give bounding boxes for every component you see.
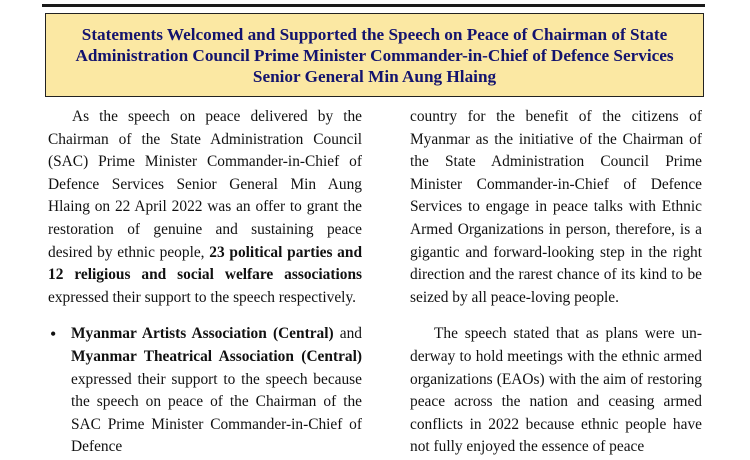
left-column bbox=[48, 106, 362, 459]
intro-bold-text: 23 political parties and 12 religious and social welfare associations bbox=[48, 243, 362, 284]
org-name-1: Myanmar Artists Association (Central) bbox=[71, 325, 334, 343]
right-column bbox=[410, 106, 702, 459]
list-item bbox=[48, 323, 362, 459]
continuation-paragraph: country for the benefit of the citizens of Myanmar as the initiative of the Chairman of the State Administration Council Prime Minister Commander-in-Chief of Defence Services to engage in peace talks with Ethnic Armed Organizations in person, therefore, is a gigantic and forward-looking step in the right direction and the rarest chance of its kind to be seized by all peace-loving people. bbox=[410, 108, 702, 306]
intro-paragraph bbox=[48, 106, 362, 309]
headline-box bbox=[45, 13, 704, 97]
intro-text: As the speech on peace delivered by the Chairman of the State Administration Council (SAC) Prime Minister Commander-in-Chief of Defence Services Senior General Min Aung Hlaing on 22 April 2022 was an offer to grant the restoration of genuine and sustaining peace desired by ethnic people, bbox=[48, 108, 362, 261]
bullet-icon: • bbox=[50, 324, 57, 345]
speech-paragraph: The speech stated that as plans were underway to hold meetings with the ethnic armed organizations (EAOs) with the aim of restoring peace across the nation and ceasing armed conflicts in 2022 because ethnic people have not fully enjoyed the essence of peace bbox=[410, 325, 702, 456]
headline: Statements Welcomed and Supported the Speech on Peace of Chairman of State Administration Council Prime Minister Commander-in-Chief of Defence Services Senior General Min Aung Hlaing bbox=[75, 24, 674, 86]
top-rule bbox=[42, 4, 705, 7]
bullet-text-2: expressed their support to the speech because the speech on peace of the Chairman of the SAC Prime Minister Commander-in-Chief of Defence bbox=[71, 370, 362, 456]
bullet-list bbox=[48, 323, 362, 459]
bullet-text-1: and bbox=[333, 325, 362, 343]
intro-outro-text: expressed their support to the speech respectively. bbox=[48, 288, 356, 306]
org-name-2: Myanmar Theatrical Association (Central) bbox=[71, 347, 362, 365]
